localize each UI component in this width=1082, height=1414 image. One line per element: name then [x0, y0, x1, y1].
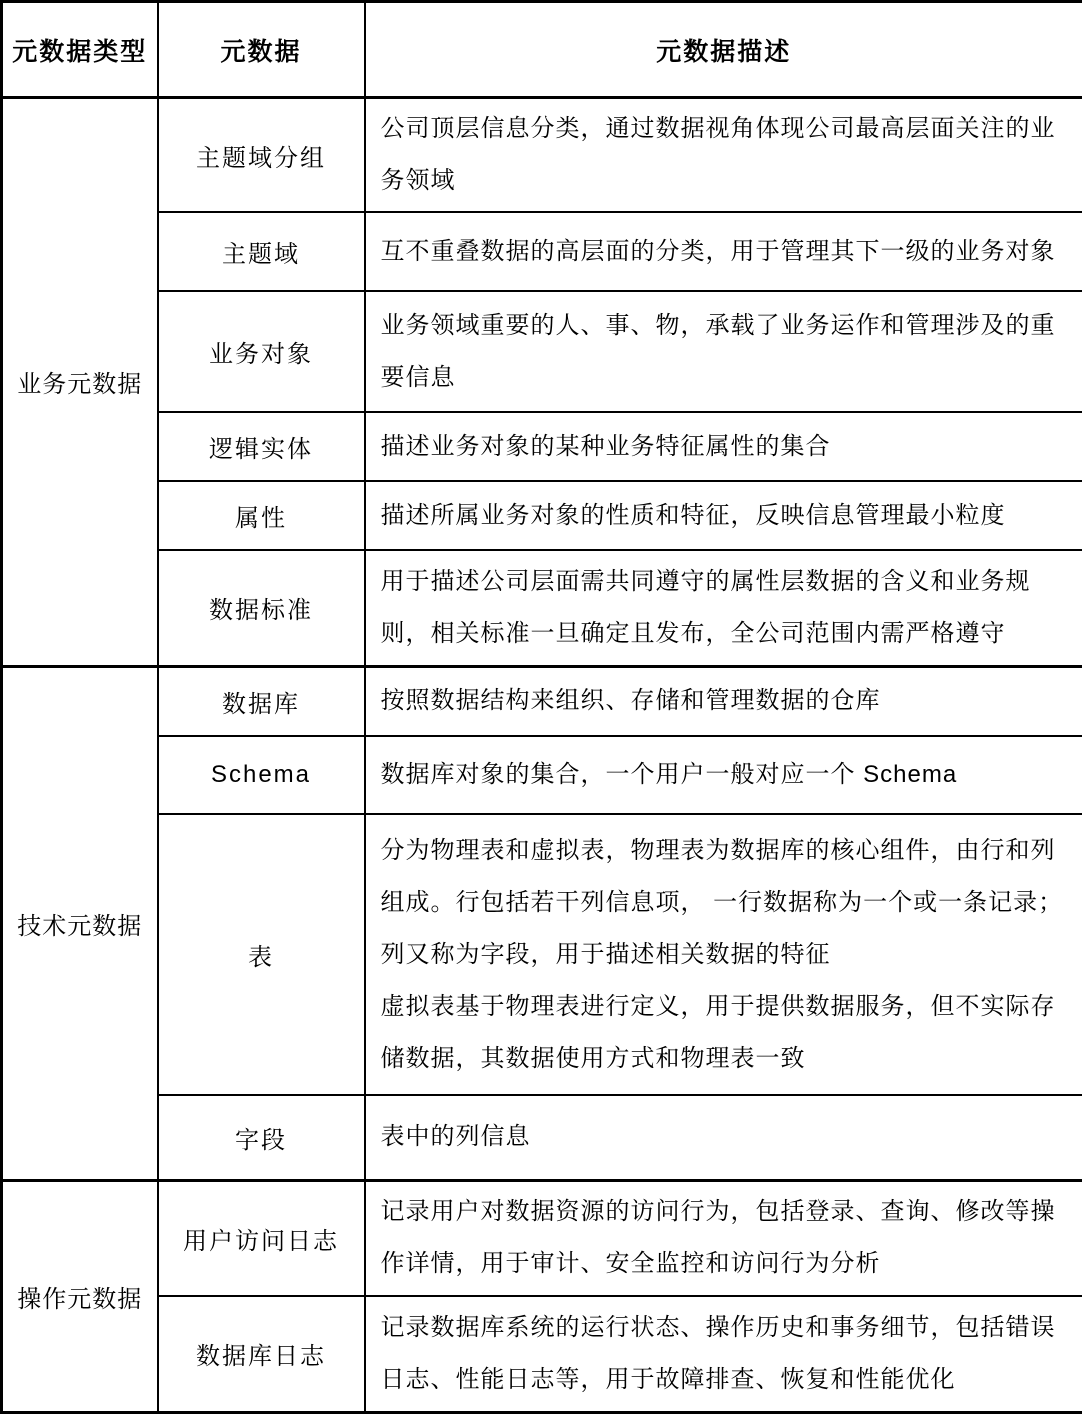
desc-cell: [365, 814, 1082, 1095]
desc-paragraph: 分为物理表和虚拟表，物理表为数据库的核心组件，由行和列组成。行包括若干列信息项， 一行数据称为一个或一条记录；列又称为字段，用于描述相关数据的特征: [381, 825, 1068, 981]
table-row: [2, 412, 1082, 481]
group-cell-business-metadata: 业务元数据: [2, 98, 158, 667]
meta-cell: 数据库: [158, 666, 365, 736]
desc-cell: 业务领域重要的人、事、物，承载了业务运作和管理涉及的重要信息: [365, 291, 1082, 412]
desc-cell: 表中的列信息: [365, 1095, 1082, 1180]
meta-cell: 主题域分组: [158, 98, 365, 213]
table-row: [2, 212, 1082, 291]
table-row: [2, 481, 1082, 550]
meta-cell: 表: [158, 814, 365, 1095]
meta-cell: 数据标准: [158, 550, 365, 666]
header-metadata: 元数据: [158, 2, 365, 98]
desc-cell: 互不重叠数据的高层面的分类，用于管理其下一级的业务对象: [365, 212, 1082, 291]
desc-cell: 数据库对象的集合，一个用户一般对应一个 Schema: [365, 736, 1082, 814]
table-row: [2, 1095, 1082, 1180]
header-metadata-type: 元数据类型: [2, 2, 158, 98]
meta-cell: 数据库日志: [158, 1296, 365, 1412]
table-row: [2, 1180, 1082, 1296]
header-row: [2, 2, 1082, 98]
table-row: [2, 736, 1082, 814]
meta-cell: 属性: [158, 481, 365, 550]
desc-cell: 描述业务对象的某种业务特征属性的集合: [365, 412, 1082, 481]
desc-cell: 用于描述公司层面需共同遵守的属性层数据的含义和业务规则，相关标准一旦确定且发布，全公司范围内需严格遵守: [365, 550, 1082, 666]
meta-cell: 逻辑实体: [158, 412, 365, 481]
meta-cell: 字段: [158, 1095, 365, 1180]
meta-cell: 主题域: [158, 212, 365, 291]
table-row: [2, 550, 1082, 666]
header-metadata-description: 元数据描述: [365, 2, 1082, 98]
table-row: [2, 814, 1082, 1095]
desc-cell: 按照数据结构来组织、存储和管理数据的仓库: [365, 666, 1082, 736]
table-row: [2, 666, 1082, 736]
desc-paragraph: 虚拟表基于物理表进行定义，用于提供数据服务，但不实际存储数据，其数据使用方式和物理表一致: [381, 981, 1068, 1085]
desc-cell: 描述所属业务对象的性质和特征，反映信息管理最小粒度: [365, 481, 1082, 550]
table-row: [2, 98, 1082, 213]
group-cell-technical-metadata: 技术元数据: [2, 666, 158, 1180]
meta-cell: 用户访问日志: [158, 1180, 365, 1296]
meta-cell: 业务对象: [158, 291, 365, 412]
desc-cell: 记录数据库系统的运行状态、操作历史和事务细节，包括错误日志、性能日志等，用于故障排查、恢复和性能优化: [365, 1296, 1082, 1412]
table-row: [2, 1296, 1082, 1412]
group-cell-operational-metadata: 操作元数据: [2, 1180, 158, 1412]
meta-cell: Schema: [158, 736, 365, 814]
table-row: [2, 291, 1082, 412]
desc-cell: 公司顶层信息分类，通过数据视角体现公司最高层面关注的业务领域: [365, 98, 1082, 213]
desc-cell: 记录用户对数据资源的访问行为，包括登录、查询、修改等操作详情，用于审计、安全监控和访问行为分析: [365, 1180, 1082, 1296]
